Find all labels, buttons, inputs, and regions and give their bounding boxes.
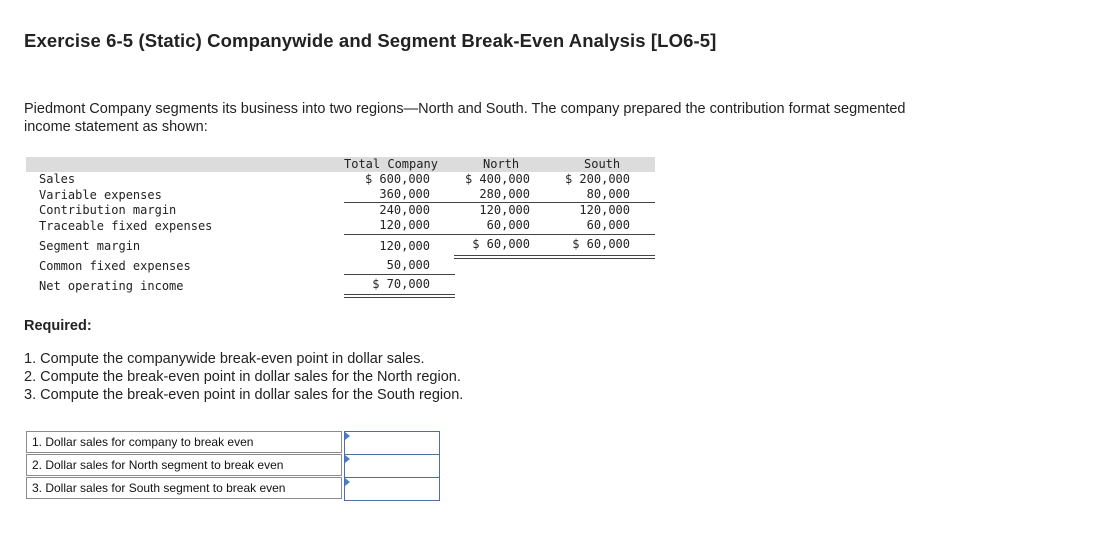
contribution-total: 240,000 [379, 203, 430, 217]
question-list [24, 350, 463, 404]
contribution-south: 120,000 [579, 203, 630, 217]
answer-cell-north[interactable] [344, 454, 440, 478]
header-south: South [584, 157, 621, 171]
segment-double-rule-top [454, 255, 655, 256]
row-label-net-operating-income: Net operating income [39, 279, 184, 293]
answer-cell-south[interactable] [344, 477, 440, 501]
intro-text: Piedmont Company segments its business into two regions—North and South. The company prepared the contribution format segmented income statement as shown: [24, 101, 906, 135]
question-item: 3. Compute the break-even point in dollar sales for the South region. [24, 387, 464, 403]
noi-total: $ 70,000 [372, 277, 430, 291]
traceable-north: 60,000 [486, 218, 530, 232]
row-label-traceable-fixed: Traceable fixed expenses [39, 219, 213, 233]
answer-label-north: 2. Dollar sales for North segment to break even [26, 454, 342, 476]
exercise-title: Exercise 6-5 (Static) Companywide and Segment Break-Even Analysis [LO6-5] [24, 30, 717, 51]
input-marker-icon [345, 478, 350, 486]
north-break-even-input[interactable] [345, 455, 439, 477]
input-marker-icon [345, 432, 350, 440]
row-label-variable-expenses: Variable expenses [39, 188, 162, 202]
sales-total: $ 600,000 [364, 172, 430, 186]
row-label-segment-margin: Segment margin [39, 239, 141, 253]
row-label-sales: Sales [39, 172, 76, 186]
required-heading: Required: [24, 318, 92, 334]
row-label-common-fixed: Common fixed expenses [39, 259, 191, 273]
variable-south: 80,000 [586, 187, 630, 201]
segment-double-rule-bottom [454, 258, 655, 259]
rule-under-traceable [344, 234, 655, 235]
sales-south: $ 200,000 [564, 172, 630, 186]
company-break-even-input[interactable] [345, 432, 439, 454]
header-total-company: Total Company [344, 157, 438, 171]
noi-double-rule-top [344, 294, 455, 295]
traceable-south: 60,000 [586, 218, 630, 232]
answer-label-company: 1. Dollar sales for company to break even [26, 431, 342, 453]
variable-north: 280,000 [479, 187, 530, 201]
question-item: 1. Compute the companywide break-even point in dollar sales. [24, 351, 425, 367]
header-north: North [483, 157, 520, 171]
variable-total: 360,000 [379, 187, 430, 201]
noi-double-rule-bottom [344, 297, 455, 298]
question-item: 2. Compute the break-even point in dollar sales for the North region. [24, 369, 461, 385]
header-band [26, 157, 655, 172]
income-statement [26, 157, 655, 297]
traceable-total: 120,000 [379, 218, 430, 232]
rule-under-common [344, 274, 455, 275]
segment-north: $ 60,000 [472, 237, 530, 251]
sales-north: $ 400,000 [464, 172, 530, 186]
segment-south: $ 60,000 [572, 237, 630, 251]
south-break-even-input[interactable] [345, 478, 439, 500]
common-total: 50,000 [386, 258, 430, 272]
answer-cell-company[interactable] [344, 431, 440, 455]
segment-total: 120,000 [379, 239, 430, 253]
row-label-contribution-margin: Contribution margin [39, 203, 177, 217]
answer-label-south: 3. Dollar sales for South segment to break even [26, 477, 342, 499]
contribution-north: 120,000 [479, 203, 530, 217]
input-marker-icon [345, 455, 350, 463]
